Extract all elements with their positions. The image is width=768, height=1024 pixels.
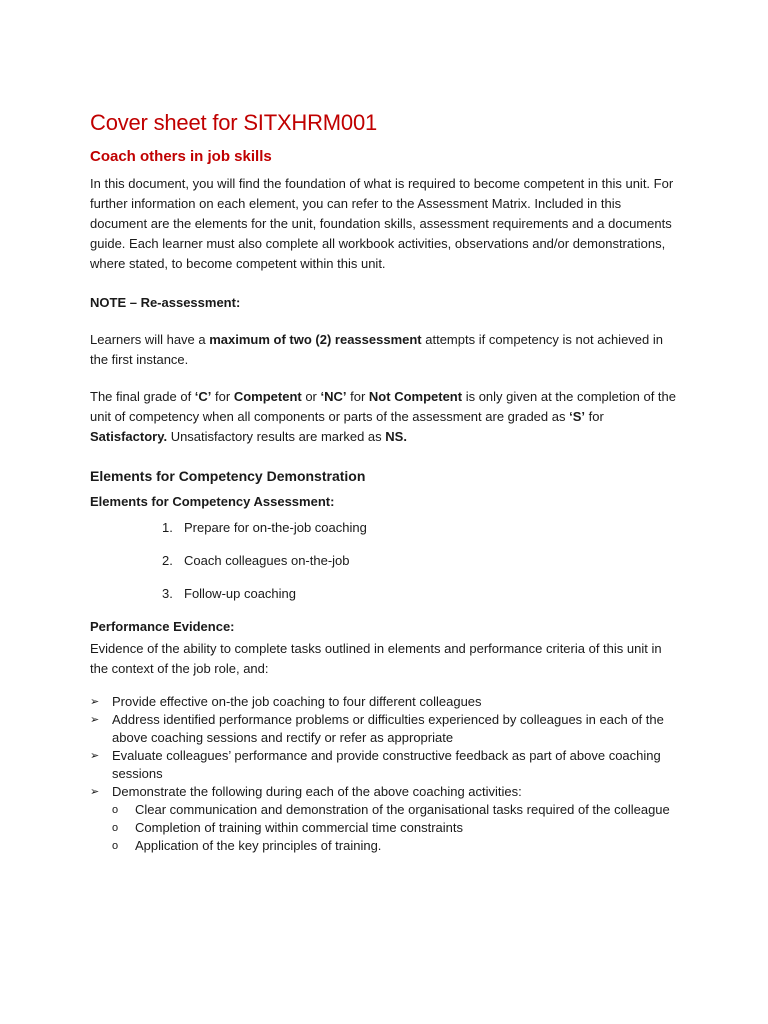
fg-bold: NS. [385, 429, 407, 444]
list-item-text: Clear communication and demonstration of the organisational tasks required of the colleague [135, 802, 670, 817]
learners-paragraph [90, 330, 680, 370]
list-item [162, 518, 680, 538]
circle-bullet-icon: o [112, 822, 119, 834]
fg-text: for [211, 389, 234, 404]
list-item-text: Prepare for on-the-job coaching [184, 520, 367, 535]
list-item-text: Provide effective on-the job coaching to four different colleagues [112, 694, 482, 709]
list-item [112, 801, 680, 819]
fg-text: Unsatisfactory results are marked as [167, 429, 386, 444]
note-heading: NOTE – Re-assessment: [90, 295, 241, 310]
fg-bold: ‘S’ [569, 409, 586, 424]
elements-list [90, 518, 680, 604]
fg-bold: Not Competent [368, 389, 463, 404]
arrow-bullet-icon: ➢ [90, 714, 100, 726]
performance-evidence-heading: Performance Evidence: [90, 619, 235, 634]
fg-text: for [346, 389, 369, 404]
performance-evidence-text: Evidence of the ability to complete tasks outlined in elements and performance criteria of this unit in the context of the job role, and: [90, 641, 662, 676]
list-item-text: Application of the key principles of training. [135, 838, 382, 853]
arrow-bullet-icon: ➢ [90, 786, 100, 798]
list-item-text: Coach colleagues on-the-job [184, 553, 350, 568]
final-grade-paragraph [90, 387, 680, 447]
list-item [90, 693, 680, 711]
list-item-text: Follow-up coaching [184, 586, 297, 601]
list-item [112, 819, 680, 837]
list-item [90, 783, 680, 801]
fg-text: for [585, 409, 604, 424]
circle-bullet-icon: o [112, 804, 119, 816]
intro-paragraph: In this document, you will find the foundation of what is required to become competent in this unit. For further information on each element, you can refer to the Assessment Matrix. Included in this document are the elements for the unit, foundation skills, assessment requirements and a documents guide. Each learner must also complete all workbook activities, observations and/or demonstrations, where stated, to become competent within this unit. [90, 176, 674, 271]
coaching-activities-sub-list [90, 801, 680, 855]
list-item-text: Completion of training within commercial time constraints [135, 820, 464, 835]
list-item [112, 837, 680, 855]
list-item-text: Evaluate colleagues’ performance and provide constructive feedback as part of above coaching sessions [112, 748, 661, 781]
elements-assessment-heading: Elements for Competency Assessment: [90, 494, 335, 509]
list-number: 1. [162, 520, 173, 535]
unit-subtitle: Coach others in job skills [90, 148, 272, 165]
document-page [90, 108, 680, 855]
fg-text: or [301, 389, 321, 404]
elements-demonstration-heading: Elements for Competency Demonstration [90, 468, 366, 484]
fg-bold: Competent [233, 389, 302, 404]
learners-text-pre: Learners will have a [90, 332, 210, 347]
learners-text-bold: maximum of two (2) reassessment [209, 332, 422, 347]
list-item-text: Demonstrate the following during each of the above coaching activities: [112, 784, 522, 799]
fg-text: The final grade of [90, 389, 195, 404]
circle-bullet-icon: o [112, 840, 119, 852]
learners-text-post: attempts if competency is not achieved in the first instance. [90, 332, 663, 367]
list-item-text: Address identified performance problems or difficulties experienced by colleagues in each of the above coaching sessions and rectify or refer as appropriate [112, 712, 664, 745]
list-item [162, 584, 680, 604]
fg-bold: ‘NC’ [320, 389, 347, 404]
document-title: Cover sheet for SITXHRM001 [90, 110, 378, 135]
list-number: 2. [162, 553, 173, 568]
list-item [162, 551, 680, 571]
list-item [90, 711, 680, 747]
list-item [90, 747, 680, 783]
fg-text: is only given at the completion of the unit of competency when all components or parts of the assessment are graded as [90, 389, 676, 424]
arrow-bullet-icon: ➢ [90, 696, 100, 708]
list-number: 3. [162, 586, 173, 601]
performance-bullet-list [90, 693, 680, 801]
fg-bold: ‘C’ [194, 389, 212, 404]
fg-bold: Satisfactory. [90, 429, 168, 444]
arrow-bullet-icon: ➢ [90, 750, 100, 762]
